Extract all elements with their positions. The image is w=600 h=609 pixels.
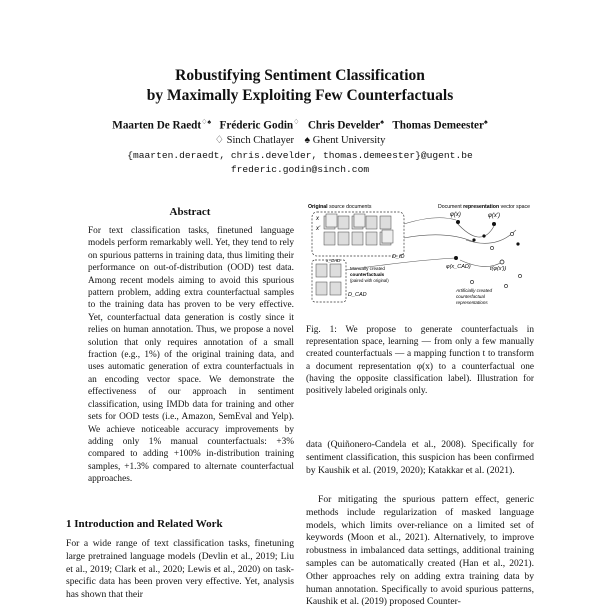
author-marks: ♠	[380, 118, 384, 126]
label-manual-2: counterfactuals	[350, 272, 385, 277]
affiliation-sinch: ♢ Sinch Chatlayer	[214, 135, 295, 146]
label-d-cad: D_CAD	[348, 292, 367, 298]
email-line-1: {maarten.deraedt, chris.develder, thomas.demeester}@ugent.be	[127, 150, 473, 161]
label-t-phi: t(φ(x'))	[490, 266, 507, 272]
author-name: Fréderic Godin	[219, 119, 294, 132]
right-column-paragraph-1: data (Quiñonero-Candela et al., 2008). Specifically for sentiment classification, this suspicion has been confirmed by Kaushik et al. (2019, 2020); Katakkar et al. (2021).	[306, 439, 534, 476]
author-marks: ♢	[293, 118, 300, 126]
author-marks: ♠	[484, 118, 488, 126]
paper-title	[0, 66, 600, 106]
introduction-paragraph: For a wide range of text classification tasks, finetuning large pretrained language models (Devlin et al., 2019; Liu et al., 2019; Clark et al., 2020; Lewis et al., 2020) on task-specific data has been proven very effective. Yet, analysis has shown that their	[66, 538, 294, 601]
affiliations	[0, 134, 600, 146]
label-manual-1: Manually created	[350, 266, 385, 271]
author-name: Chris Develder	[307, 119, 381, 132]
label-phi-x: φ(x)	[450, 212, 461, 218]
label-x-cad: x_CAD	[326, 258, 341, 263]
abstract-body: For text classification tasks, finetuned language models perform remarkably well. Yet, they tend to rely on spurious patterns in training data, thus limiting their performance on out-of-distribution (OOD) test data. Among recent models aiming to avoid this spurious pattern problem, adding extra counterfactual samples to the training data has proven to be very effective. Yet, counterfactual data generation is costly since it relies on human annotation. Thus, we propose a novel solution that only requires annotation of a small fraction (e.g., 1%) of the original training data, and uses automatic generation of extra counterfactuals in an encoding vector space. We demonstrate the effectiveness of our approach in sentiment classification, using IMDb data for training and other sets for OOD tests (i.e., Amazon, SemEval and Yelp). We achieve noticeable accuracy improvements by adding only 1% manual counterfactuals: +3% compared to adding +100% in-distribution training samples, +1.3% compared to alternate counterfactual approaches.	[88, 226, 294, 485]
email-line-2: frederic.godin@sinch.com	[230, 164, 370, 175]
label-x: x	[316, 216, 319, 222]
right-column-paragraph-2: For mitigating the spurious pattern effect, generic methods include regularization of masked language models, which limits over-reliance on a limited set of keywords (Moon et al., 2021). Alternatively, to improve robustness in imbalanced data settings, additional training samples can be automatically created (Han et al., 2021). Other approaches rely on adding extra training data by human annotation. Specifically to avoid spurious patterns, Kaushik et al. (2019) proposed Counter-	[306, 494, 534, 608]
title-line-1: Robustifying Sentiment Classification	[175, 67, 425, 84]
author-list	[0, 117, 600, 132]
label-artificial-3: representations	[456, 300, 488, 305]
label-d-id: D_ID	[392, 254, 405, 260]
label-artificial-1: Artificially created	[456, 288, 492, 293]
label-original: Original source documents	[308, 204, 372, 210]
figure-1-diagram	[306, 200, 536, 318]
author-name: Thomas Demeester	[392, 119, 484, 132]
title-line-2: by Maximally Exploiting Few Counterfactuals	[146, 87, 454, 104]
abstract-heading: Abstract	[169, 206, 211, 218]
label-phi-xcad: φ(x_CAD)	[446, 264, 471, 270]
affiliation-ghent: ♠ Ghent University	[304, 135, 386, 146]
author-name: Maarten De Raedt	[112, 119, 202, 132]
label-phi-x-prime: φ(x')	[488, 213, 501, 219]
author-marks: ♢♠	[201, 118, 212, 126]
label-artificial-2: counterfactual	[456, 294, 485, 299]
label-x-prime: x'	[316, 226, 321, 232]
section-heading-introduction: 1 Introduction and Related Work	[66, 518, 223, 530]
label-doc-space: Document representation vector space	[438, 204, 531, 210]
label-manual-3: (paired with original)	[350, 278, 389, 283]
figure-1-caption: Fig. 1: We propose to generate counterfactuals in representation space, learning — from only a few manually created counterfactuals — a mapping function t to transform a document representation φ(x) to a counterfactual one (having the opposite classification label). Illustration for positively labeled originals only.	[306, 325, 534, 397]
